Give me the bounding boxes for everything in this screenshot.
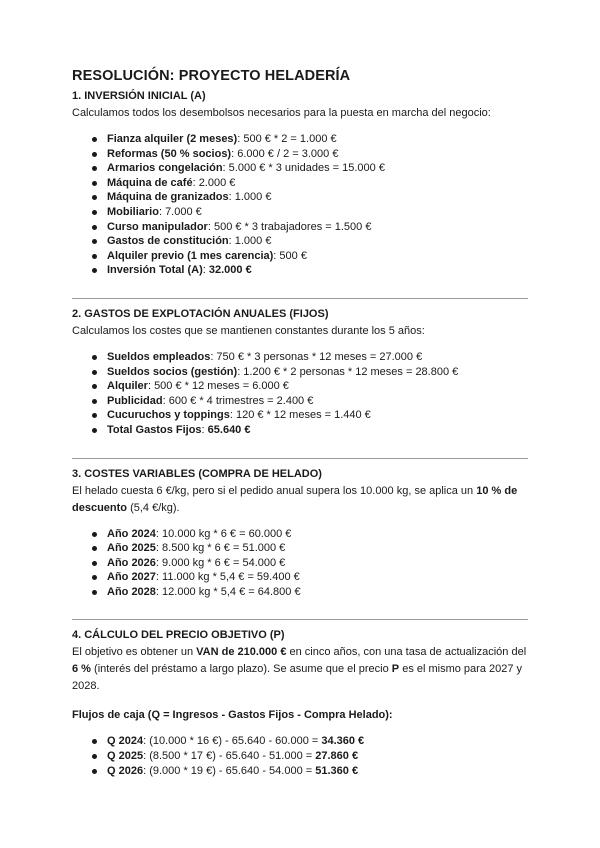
section-intro — [72, 644, 528, 695]
item-label: Alquiler previo (1 mes carencia) — [107, 249, 274, 262]
item-label: Año 2025 — [107, 542, 156, 555]
item-value: : 8.500 kg * 6 € = 51.000 € — [155, 542, 286, 555]
list-item — [89, 556, 528, 571]
list-item — [89, 379, 528, 394]
item-value: : (9.000 * 19 €) - 65.640 - 54.000 = — [143, 764, 316, 777]
item-value: : 120 € * 12 meses = 1.440 € — [229, 409, 371, 422]
list-item — [89, 161, 528, 176]
item-value: : 1.000 € — [228, 191, 272, 204]
section-heading: 3. COSTES VARIABLES (COMPRA DE HELADO) — [72, 467, 322, 480]
section-fixed-costs — [72, 308, 528, 438]
intro-text: en cinco años, con una tasa de actualización del — [286, 646, 527, 659]
item-value: : 12.000 kg * 5,4 € = 64.800 € — [155, 585, 301, 598]
cash-flow-heading — [72, 707, 528, 724]
list-item — [89, 585, 528, 600]
item-label: Armarios congelación — [107, 162, 223, 175]
section-intro: Calculamos los costes que se mantienen constantes durante los 5 años: — [72, 324, 425, 337]
item-value: : 1.000 € — [228, 235, 272, 248]
item-value: : 7.000 € — [158, 205, 202, 218]
item-total: 65.640 € — [207, 423, 251, 436]
intro-text: (interés del préstamo a largo plazo). Se asume que el precio — [90, 663, 392, 676]
list-item — [89, 570, 528, 585]
item-total: 32.000 € — [208, 264, 252, 277]
list-item — [89, 541, 528, 556]
item-label: Año 2028 — [107, 585, 156, 598]
item-value: : — [201, 423, 208, 436]
item-label: Cucuruchos y toppings — [107, 409, 230, 422]
list-item — [89, 176, 528, 191]
list-item — [89, 190, 528, 205]
item-label: Alquiler — [107, 380, 148, 393]
list-item — [89, 234, 528, 249]
item-label: Sueldos empleados — [107, 350, 211, 363]
section-intro: Calculamos todos los desembolsos necesarios para la puesta en marcha del negocio: — [72, 107, 491, 119]
item-total: 34.360 € — [321, 735, 365, 748]
item-value: : 500 € — [273, 249, 307, 262]
item-label: Curso manipulador — [107, 220, 208, 233]
item-label: Total Gastos Fijos — [107, 423, 202, 436]
item-label: Año 2027 — [107, 571, 156, 584]
list-item — [89, 749, 528, 764]
item-value: : — [202, 264, 209, 277]
investment-list — [72, 132, 528, 278]
list-item — [89, 147, 528, 162]
item-total: 27.860 € — [315, 750, 359, 763]
item-label: Gastos de constitución — [107, 235, 229, 248]
section-initial-investment — [72, 90, 528, 278]
cash-flow-list — [72, 734, 528, 778]
item-value: : 500 € * 12 meses = 6.000 € — [147, 380, 289, 393]
list-item — [89, 249, 528, 264]
item-label: Reformas (50 % socios) — [107, 147, 232, 160]
intro-text: El helado cuesta 6 €/kg, pero si el pedido anual supera los 10.000 kg, se aplica un — [72, 484, 477, 497]
item-label: Máquina de granizados — [107, 191, 229, 204]
item-label: Sueldos socios (gestión) — [107, 365, 238, 378]
item-value: : 5.000 € * 3 unidades = 15.000 € — [222, 162, 385, 175]
variable-costs-list — [72, 527, 528, 600]
document-page — [72, 68, 528, 778]
section-heading: 4. CÁLCULO DEL PRECIO OBJETIVO (P) — [72, 629, 285, 642]
fixed-costs-list — [72, 350, 528, 438]
item-label: Publicidad — [107, 394, 163, 407]
cash-flow-heading-text: Flujos de caja (Q = Ingresos - Gastos Fijos - Compra Helado): — [72, 709, 393, 722]
item-value: : 750 € * 3 personas * 12 meses = 27.000 € — [210, 350, 423, 363]
discount-highlight: 10 % de descuento — [72, 484, 518, 514]
item-label: Año 2024 — [107, 527, 156, 540]
intro-text: El objetivo es obtener un — [72, 646, 197, 659]
item-value: : 500 € * 3 trabajadores = 1.500 € — [207, 220, 372, 233]
item-label: Fianza alquiler (2 meses) — [107, 133, 238, 145]
item-label: Máquina de café — [107, 176, 193, 189]
list-item — [89, 205, 528, 220]
section-heading: 1. INVERSIÓN INICIAL (A) — [72, 90, 206, 102]
item-value: : 6.000 € / 2 = 3.000 € — [231, 147, 339, 160]
item-value: : 500 € * 2 = 1.000 € — [237, 133, 337, 145]
price-symbol: P — [391, 663, 400, 676]
item-label: Q 2024 — [107, 735, 144, 748]
item-value: : 1.200 € * 2 personas * 12 meses = 28.800 € — [237, 365, 459, 378]
list-item — [89, 350, 528, 365]
section-variable-costs — [72, 468, 528, 600]
item-value: : (10.000 * 16 €) - 65.640 - 60.000 = — [143, 735, 322, 748]
item-value: : 9.000 kg * 6 € = 54.000 € — [155, 556, 286, 569]
list-item — [89, 132, 528, 147]
intro-text: es el mismo para 2027 y 2028. — [72, 663, 523, 693]
van-highlight: VAN de 210.000 € — [196, 646, 287, 659]
item-value: : 600 € * 4 trimestres = 2.400 € — [162, 394, 314, 407]
document-title: RESOLUCIÓN: PROYECTO HELADERÍA — [72, 68, 351, 84]
item-value: : 10.000 kg * 6 € = 60.000 € — [155, 527, 292, 540]
item-label: Q 2026 — [107, 764, 144, 777]
item-value: : 11.000 kg * 5,4 € = 59.400 € — [155, 571, 300, 584]
section-heading: 2. GASTOS DE EXPLOTACIÓN ANUALES (FIJOS) — [72, 307, 329, 320]
list-item — [89, 527, 528, 542]
list-item — [89, 365, 528, 380]
list-item — [89, 394, 528, 409]
item-total: 51.360 € — [315, 764, 359, 777]
intro-text: (5,4 €/kg). — [127, 501, 180, 514]
list-item — [89, 408, 528, 423]
section-target-price — [72, 629, 528, 778]
list-item — [89, 423, 528, 438]
item-label: Inversión Total (A) — [107, 264, 203, 277]
list-item — [89, 734, 528, 749]
item-label: Q 2025 — [107, 750, 144, 763]
list-item — [89, 764, 528, 779]
rate-highlight: 6 % — [72, 663, 91, 676]
item-label: Mobiliario — [107, 205, 159, 218]
section-intro — [72, 483, 528, 517]
list-item — [89, 263, 528, 278]
item-value: : 2.000 € — [192, 176, 236, 189]
item-value: : (8.500 * 17 €) - 65.640 - 51.000 = — [143, 750, 316, 763]
list-item — [89, 220, 528, 235]
item-label: Año 2026 — [107, 556, 156, 569]
